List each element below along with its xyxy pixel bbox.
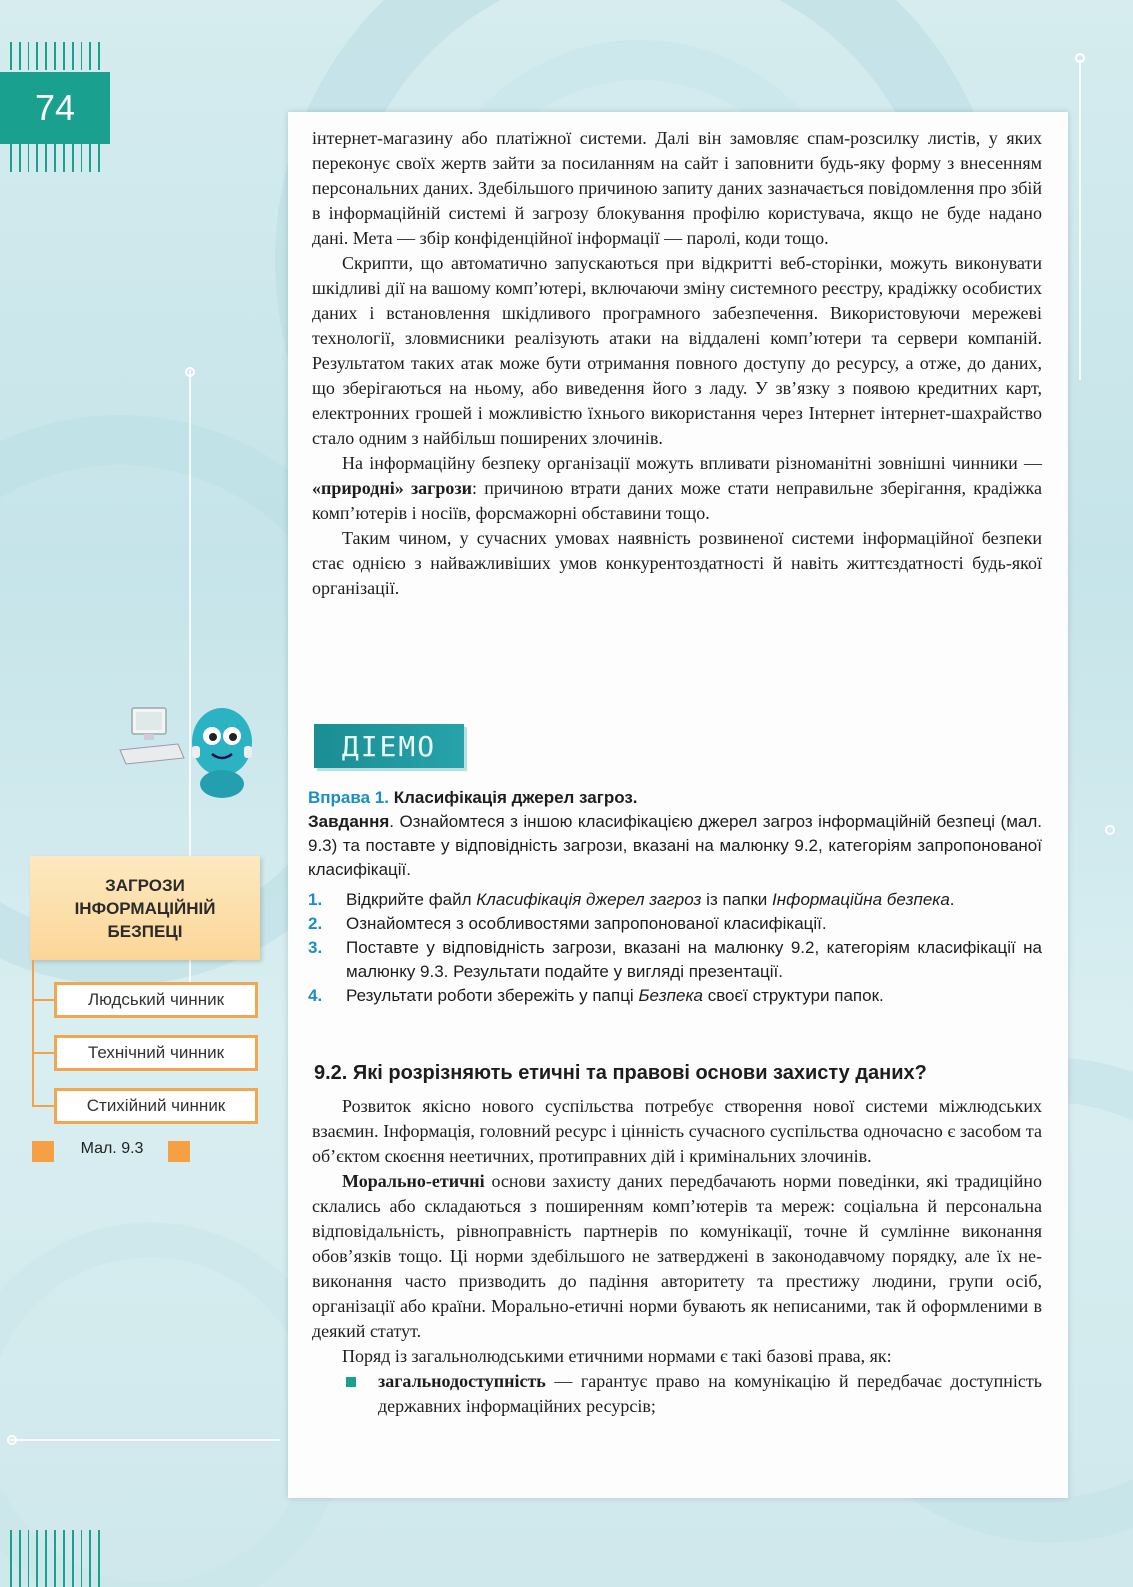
body-text-top xyxy=(312,126,1042,601)
square-bullet-icon xyxy=(312,1369,378,1419)
chip-pins-bottom xyxy=(10,144,100,172)
step-item: 1. Відкрийте файл Класифікація джерел загроз із папки Інформаційна безпека. xyxy=(308,890,955,909)
paragraph: Морально-етичні основи захисту даних передбачають норми поведінки, які традиційно склались або складаються з поширенням комп’ютерів та мереж: соціальна й персональна відповідальність, рівноправність партнерів по комунікації, точне й сумлінне виконання обов’язків тощо. Ці норми здебільшого не затверджені в законодавчому порядку, але їх невиконання часто призводить до падіння авторитету та престижу людини, групи осіб, організації або країни. Морально-етичні норми бувають як неписаними, так й оформленими в деякий статут. xyxy=(312,1171,1042,1341)
step-item: 3. Поставте у відповідність загрози, вказані на малюнку 9.2, категоріям класифікації на малюнку 9.3. Результати подайте у вигляді презентації. xyxy=(308,938,1042,981)
exercise-steps xyxy=(308,888,1042,1008)
paragraph: інтернет-магазину або платіжної системи. Далі він замовляє спам-розсилку листів, у яких переконує своїх жертв зайти за посиланням на сайт і заповнити будь-яку форму з внесенням персональних даних. Здебільшого причиною запиту даних зазначається повідомлення про збій в інформаційній системі й загрозу блокування профілю користувача, якщо не буде надано дані. Мета — збір конфіденційної інформації — паролі, коди тощо. xyxy=(312,128,1042,248)
figure-item-natural-factor: Стихійний чинник xyxy=(54,1088,258,1124)
figure-connector xyxy=(32,1052,54,1054)
exercise-title: Вправа 1. Класифікація джерел загроз. xyxy=(308,788,638,807)
paragraph: Поряд із загальнолюдськими етичними нормами є такі базові права, як: xyxy=(342,1346,892,1366)
figure-connector xyxy=(32,1105,54,1107)
exercise-task: Завдання. Ознайомтеся з іншою класифікацією джерел загроз інформаційній безпеці (мал. 9.3) та поставте у відповідність загрози, вказані на малюнку 9.2, категоріям запропонованої класифікації. xyxy=(308,812,1042,879)
figure-item-human-factor: Людський чинник xyxy=(54,982,258,1018)
exercise-block xyxy=(308,786,1042,882)
figure-heading: ЗАГРОЗИ ІНФОРМАЦІЙНІЙ БЕЗПЕЦІ xyxy=(30,856,260,960)
list-item: загальнодоступність — гарантує право на комунікацію й передбачає доступність державних інформаційних ресурсів; xyxy=(312,1369,1042,1419)
step-item: 4. Результати роботи збережіть у папці Безпека своєї структури папок. xyxy=(308,986,884,1005)
paragraph: Розвиток якісно нового суспільства потребує створення нової системи міжлюдських взаємин. Інформація, головний ресурс і цінність сучасного суспільства одночасно є засобом та об’єктом скоєння неетичних, протиправних дій і кримінальних злочинів. xyxy=(312,1096,1042,1166)
footer-chip-pins xyxy=(10,1530,100,1587)
body-text-bottom xyxy=(312,1094,1042,1419)
chip-pins-top xyxy=(10,42,100,70)
paragraph: На інформаційну безпеку організації можуть впливати різноманітні зовнішні чинники — «природні» загрози: причиною втрати даних може стати неправильне зберігання, крадіжка комп’ютерів і носіїв, форсмажорні обставини тощо. xyxy=(312,453,1042,523)
diemo-banner: ДІЕМО xyxy=(314,724,464,768)
text-panel xyxy=(288,112,1068,1498)
step-item: 2. Ознайомтеся з особливостями запропонованої класифікації. xyxy=(308,914,827,933)
paragraph: Таким чином, у сучасних умовах наявність розвиненої системи інформаційної безпеки стає однією з найважливіших умов конкурентоздатності й навіть життєздатності будь-якої організації. xyxy=(312,528,1042,598)
figure-connector xyxy=(32,999,54,1001)
section-heading: 9.2. Які розрізняють етичні та правові основи захисту даних? xyxy=(314,1062,927,1084)
page-number: 74 xyxy=(0,72,110,144)
paragraph: Скрипти, що автоматично запускаються при відкритті веб-сторінки, можуть виконувати шкідливі дії на вашому комп’ютері, включаючи зміну системного реєстру, крадіжку особистих даних і встановлення шкідливого програмного забезпечення. Використовуючи мережеві технології, зловмисники реалізують атаки на віддалені комп’ютери та сервери компаній. Результатом таких атак може бути отримання повного доступу до ресурсу, а отже, до даних, що зберігаються на ньому, або виведення його з ладу. У зв’язку з появою кредитних карт, електронних грошей і можливістю їхнього використання через Інтернет інтернет-шахрайство стало одним з найбільш поширених злочинів. xyxy=(312,253,1042,448)
caption-bar-left xyxy=(32,1141,54,1162)
figure-item-technical-factor: Технічний чинник xyxy=(54,1035,258,1071)
figure-connector xyxy=(32,960,34,1106)
caption-bar-right xyxy=(168,1141,190,1162)
robot-computer-illustration xyxy=(118,700,268,800)
figure-caption: Мал. 9.3 xyxy=(80,1140,144,1157)
